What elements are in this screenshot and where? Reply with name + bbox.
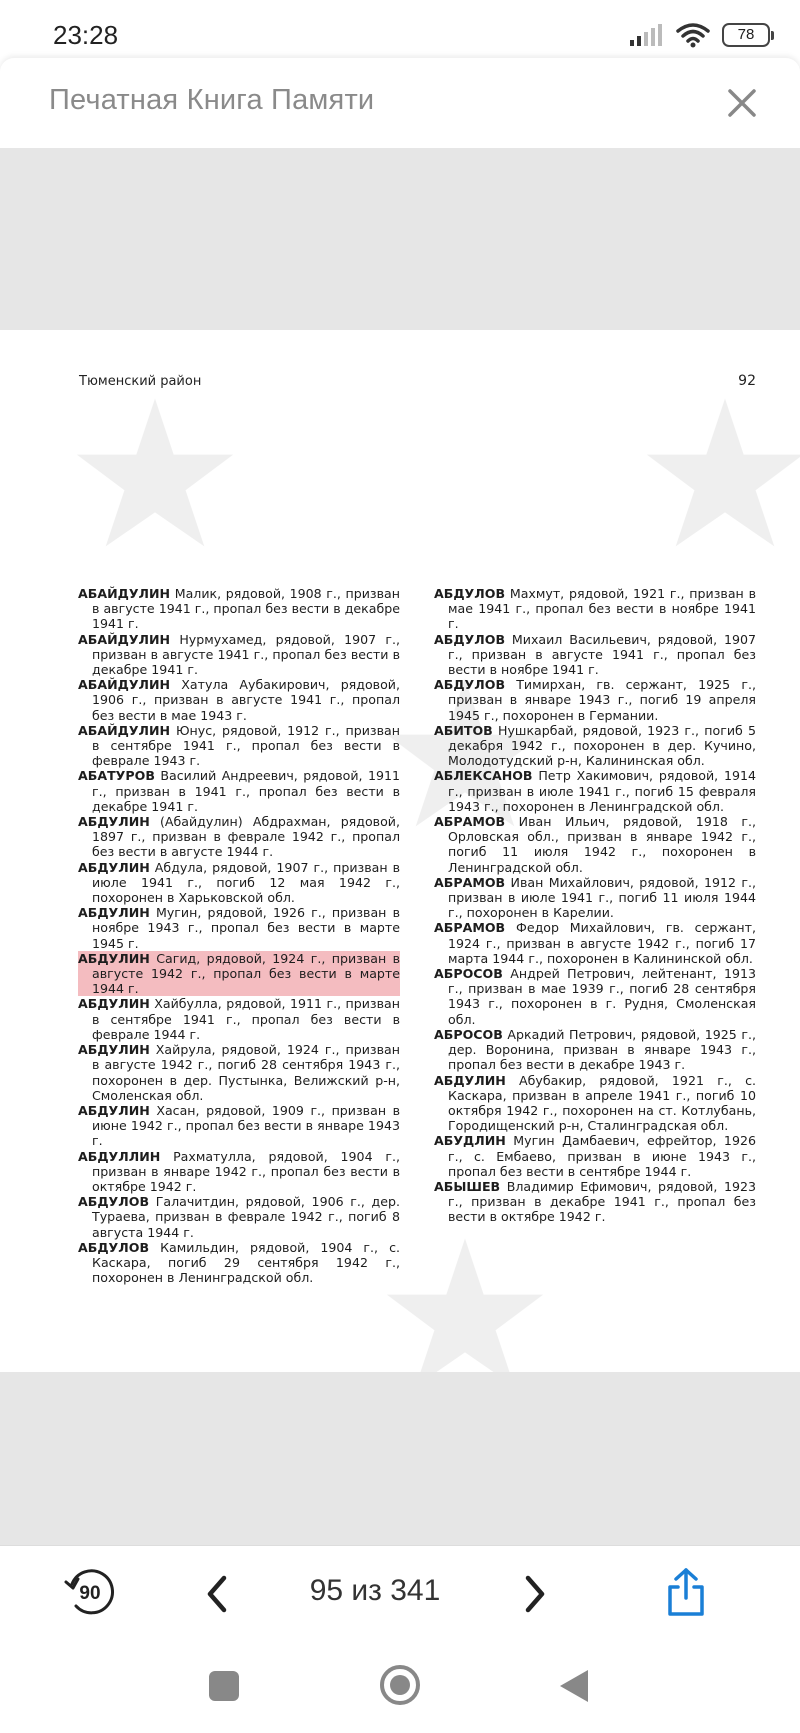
memorial-entry [78,1149,400,1195]
memorial-entry [434,1027,756,1073]
entry-details: Хайрула, рядовой, 1924 г., призван в августе 1942 г., погиб 28 сентября 1943 г., похоронен в дер. Пустынка, Велижский р-н, Смоленская обл. [92,1042,400,1103]
entry-surname: АБРОСОВ [434,1026,503,1042]
entry-surname: АБАЙДУЛИН [78,677,171,693]
memorial-entry [78,1042,400,1103]
rotate-label: 90 [79,1583,101,1604]
close-button[interactable] [722,83,762,123]
entry-surname: АБИТОВ [434,722,493,738]
watermark-star-icon [640,390,800,560]
page-counter: 95 из 341 [309,1574,441,1607]
entry-surname: АБАЙДУЛИН [78,631,171,647]
memorial-entry [434,768,756,814]
status-time: 23:28 [53,20,119,50]
entry-details: Михаил Васильевич, рядовой, 1907 г., призван в августе 1941 г., пропал без вести в ноябре 1941 г. [448,631,756,678]
memorial-entry [434,966,756,1027]
memorial-entry [434,586,756,632]
memorial-entry [434,1179,756,1225]
entry-details: Мугин Дамбаевич, ефрейтор, 1926 г., с. Ембаево, призван в июне 1943 г., пропал без вести в сентябре 1944 г. [448,1133,756,1179]
document-page [0,330,800,1372]
entry-details: Тимирхан, гв. сержант, 1925 г., призван в январе 1943 г., погиб 19 апреля 1945 г., похоронен в Германии. [448,677,756,723]
entry-details: Василий Андреевич, рядовой, 1911 г., призван в 1941 г., пропал без вести в декабре 1941 г. [92,768,400,814]
memorial-entry [434,920,756,966]
entry-surname: АБДУЛОВ [434,631,506,647]
entry-surname: АБДУЛОВ [78,1239,150,1255]
entry-details: Аркадий Петрович, рядовой, 1925 г., дер. Воронина, призван в январе 1943 г., пропал без вести в декабре 1943 г. [448,1026,756,1073]
entry-details: (Абайдулин) Абдрахман, рядовой, 1897 г., призван в феврале 1942 г., пропал без вести в августе 1944 г. [92,814,400,860]
chevron-left-icon [200,1572,236,1616]
entry-surname: АБДУЛИН [78,814,150,830]
memorial-entry [78,1103,400,1149]
entry-surname: АБДУЛОВ [434,586,506,601]
entry-surname: АБДУЛИН [78,859,150,875]
entry-details: Петр Хакимович, рядовой, 1914 г., призван в июле 1941 г., погиб 15 февраля 1943 г., похоронен в Ленинградской обл. [448,768,756,814]
entry-details: Нурмухамед, рядовой, 1907 г., призван в августе 1941 г., пропал без вести в декабре 1941 г. [92,631,400,678]
entry-details: Федор Михайлович, гв. сержант, 1924 г., призван в августе 1942 г., погиб 17 марта 1944 г., похоронен в Калининской обл. [448,920,756,966]
rotate-icon [62,1564,118,1620]
watermark-star-icon [70,390,240,560]
page-title: Печатная Книга Памяти [49,84,375,116]
entry-details: Сагид, рядовой, 1924 г., призван в августе 1942 г., пропал без вести в марте 1944 г. [92,950,400,997]
close-icon [722,83,762,123]
battery-icon [722,23,770,47]
entry-surname: АБДУЛИН [78,905,150,921]
page-number: 92 [738,373,756,389]
memorial-entry [434,1073,756,1134]
nav-home-icon[interactable] [379,1664,421,1706]
entry-surname: АБДУЛОВ [434,677,506,693]
memorial-entry [78,586,400,632]
bottom-toolbar [0,1545,800,1639]
entry-surname: АБДУЛИН [78,996,150,1012]
chevron-right-icon [516,1572,552,1616]
highlighted-entry [78,951,400,997]
memorial-entry [78,768,400,814]
entry-details: Владимир Ефимович, рядовой, 1923 г., призван в декабре 1941 г., пропал без вести в октябре 1942 г. [448,1178,756,1225]
entry-surname: АБДУЛИН [78,950,150,966]
entry-details: Мугин, рядовой, 1926 г., призван в ноябре 1943 г., пропал без вести в марте 1945 г. [92,905,400,951]
entry-surname: АБЫШЕВ [434,1178,501,1194]
entry-details: Рахматулла, рядовой, 1904 г., призван в январе 1942 г., пропал без вести в октябре 1942 г. [92,1148,400,1194]
memorial-entry [434,677,756,723]
entry-surname: АБДУЛЛИН [78,1148,161,1164]
status-icons [628,22,770,48]
entry-surname: АБДУЛИН [78,1042,150,1058]
document-viewer[interactable] [0,148,800,1545]
entry-details: Хасан, рядовой, 1909 г., призван в июне 1942 г., пропал без вести в январе 1943 г. [92,1102,400,1149]
entry-details: Андрей Петрович, лейтенант, 1913 г., призван в мае 1939 г., погиб 28 сентября 1943 г., похоронен в г. Рудня, Смоленская обл. [448,966,756,1027]
memorial-entry [78,723,400,769]
nav-recents-icon[interactable] [209,1671,239,1701]
entry-details: Юнус, рядовой, 1912 г., призван в сентябре 1941 г., пропал без вести в феврале 1943 г. [92,722,400,769]
memorial-entry [434,875,756,921]
entry-details: Галачитдин, рядовой, 1906 г., дер. Тураева, призван в феврале 1942 г., погиб 8 августа 1944 г. [92,1194,400,1240]
share-button[interactable] [664,1566,708,1618]
memorial-entry [434,632,756,678]
app-header [0,58,800,148]
entry-surname: АБДУЛИН [78,1102,150,1118]
entry-surname: АБАТУРОВ [78,768,155,784]
memorial-entry [78,996,400,1042]
entry-details: Нушкарбай, рядовой, 1923 г., погиб 5 декабря 1942 г., похоронен в дер. Кучино, Молодотудский р-н, Калининская обл. [448,722,756,769]
entry-surname: АБРАМОВ [434,874,506,890]
memorial-entry [78,632,400,678]
memorial-entry [434,814,756,875]
nav-back-icon[interactable] [558,1668,590,1704]
entry-surname: АБРАМОВ [434,814,506,830]
entry-surname: АБЛЕКСАНОВ [434,768,533,784]
memorial-entry [434,723,756,769]
rotate-button[interactable] [62,1564,118,1620]
entry-surname: АБРОСОВ [434,966,503,982]
memorial-entry [78,814,400,860]
entry-details: Хайбулла, рядовой, 1911 г., призван в сентябре 1941 г., пропал без вести в феврале 1944 г. [92,996,400,1042]
system-nav-bar [0,1639,800,1733]
entry-details: Камильдин, рядовой, 1904 г., с. Каскара, погиб 29 сентября 1942 г., похоронен в Ленинградской обл. [92,1239,400,1286]
watermark-star-icon [380,1230,550,1372]
entry-surname: АБРАМОВ [434,920,506,936]
left-column [78,586,400,1285]
entry-surname: АБАЙДУЛИН [78,586,171,601]
memorial-entry [78,1194,400,1240]
share-icon [664,1566,708,1618]
previous-page-button[interactable] [200,1572,236,1616]
entry-details: Абубакир, рядовой, 1921 г., с. Каскара, призван в апреле 1941 г., погиб 10 октября 1942 г., похоронен на ст. Котлубань, Городищенский р-н, Сталинградская обл. [448,1072,756,1134]
entry-details: Малик, рядовой, 1908 г., призван в августе 1941 г., пропал без вести в декабре 1941 г. [92,586,400,632]
memorial-entry [434,1133,756,1179]
entry-details: Хатула Аубакирович, рядовой, 1906 г., призван в августе 1941 г., пропал без вести в мае 1943 г. [92,677,400,723]
right-column [434,586,756,1225]
wifi-icon [676,22,710,48]
entry-details: Иван Ильич, рядовой, 1918 г., Орловская обл., призван в январе 1942 г., погиб 11 июля 1942 г., похоронен в Ленинградской обл. [448,814,756,875]
entry-details: Иван Михайлович, рядовой, 1912 г., призван в июле 1941 г., погиб 11 июля 1944 г., похоронен в Карелии. [448,874,756,921]
entry-surname: АБДУЛОВ [78,1194,150,1210]
running-head: Тюменский район [79,374,202,389]
entry-surname: АБУДЛИН [434,1133,506,1149]
entry-surname: АБДУЛИН [434,1072,506,1088]
entry-surname: АБАЙДУЛИН [78,722,171,738]
battery-level: 78 [737,26,755,43]
memorial-entry [78,1240,400,1286]
memorial-entry [78,860,400,906]
memorial-entry [78,905,400,951]
entry-details: Абдула, рядовой, 1907 г., призван в июле 1941 г., погиб 12 мая 1942 г., похоронен в Харьковской обл. [92,859,400,906]
entry-details: Махмут, рядовой, 1921 г., призван в мае 1941 г., пропал без вести в ноябре 1941 г. [448,586,756,632]
memorial-entry [78,677,400,723]
signal-icon [628,23,664,47]
next-page-button[interactable] [516,1572,552,1616]
